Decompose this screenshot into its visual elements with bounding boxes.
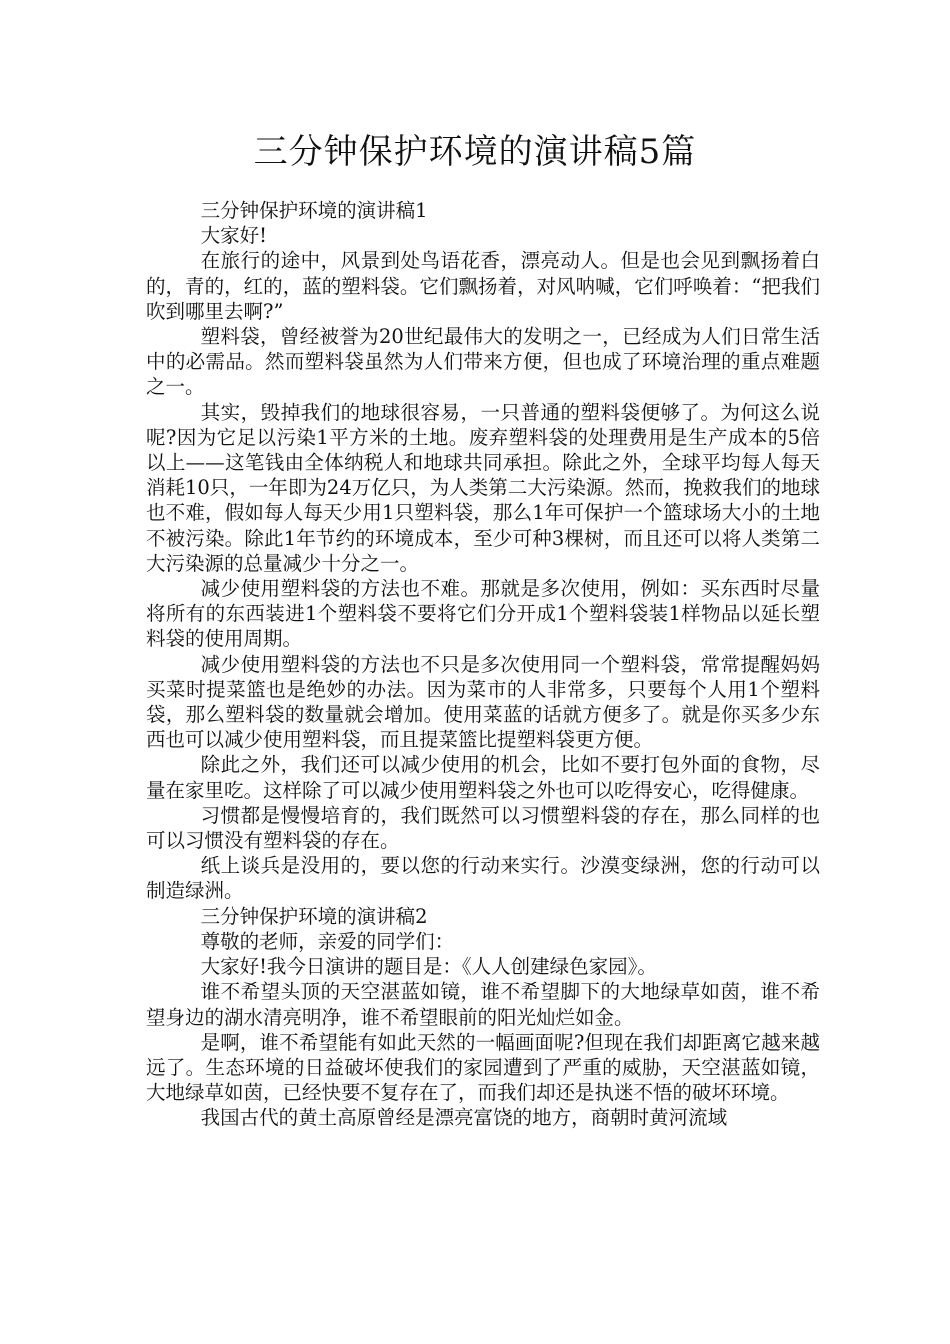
- document-title: 三分钟保护环境的演讲稿5篇: [253, 132, 697, 172]
- body-paragraph: 谁不希望头顶的天空湛蓝如镜，谁不希望脚下的大地绿草如茵，谁不希望身边的湖水清亮明净，谁不希望眼前的阳光灿烂如金。: [146, 980, 820, 1029]
- body-paragraph: 大家好!我今日演讲的题目是：《人人创建绿色家园》。: [200, 955, 657, 979]
- section-heading-1: 三分钟保护环境的演讲稿1: [200, 199, 428, 222]
- body-paragraph: 减少使用塑料袋的方法也不难。那就是多次使用，例如：买东西时尽量将所有的东西装进1个塑料袋不要将它们分开成1个塑料袋装1样物品以延长塑料袋的使用周期。: [146, 577, 820, 651]
- body-paragraph: 在旅行的途中，风景到处鸟语花香，漂亮动人。但是也会见到飘扬着白的，青的，红的，蓝的塑料袋。它们飘扬着，对风呐喊，它们呼唤着：“把我们吹到哪里去啊?”: [146, 249, 820, 323]
- body-paragraph: 减少使用塑料袋的方法也不只是多次使用同一个塑料袋，常常提醒妈妈买菜时提菜篮也是绝妙的办法。因为菜市的人非常多，只要每个人用1个塑料袋，那么塑料袋的数量就会增加。使用菜蓝的话就方便多了。就是你买多少东西也可以减少使用塑料袋，而且提菜篮比提塑料袋更方便。: [146, 652, 820, 752]
- greeting-paragraph: 大家好!: [200, 224, 267, 248]
- salutation-paragraph: 尊敬的老师，亲爱的同学们：: [200, 929, 455, 953]
- body-paragraph: 习惯都是慢慢培育的，我们既然可以习惯塑料袋的存在，那么同样的也可以习惯没有塑料袋的存在。: [146, 803, 820, 853]
- body-paragraph: 是啊，谁不希望能有如此天然的一幅画面呢?但现在我们却距离它越来越远了。生态环境的日益破坏使我们的家园遭到了严重的威胁，天空湛蓝如镜，大地绿草如茵，已经快要不复存在了，而我们却还是执迷不悟的破坏环境。: [146, 1030, 820, 1105]
- body-paragraph: 除此之外，我们还可以减少使用的机会，比如不要打包外面的食物，尽量在家里吃。这样除了可以减少使用塑料袋之外也可以吃得安心，吃得健康。: [146, 753, 820, 802]
- document-body: [146, 198, 820, 1131]
- section-heading-2: 三分钟保护环境的演讲稿2: [200, 904, 428, 928]
- body-paragraph: 纸上谈兵是没用的，要以您的行动来实行。沙漠变绿洲，您的行动可以制造绿洲。: [146, 854, 820, 903]
- body-paragraph: 塑料袋，曾经被誉为20世纪最伟大的发明之一，已经成为人们日常生活中的必需品。然而塑料袋虽然为人们带来方便，但也成了环境治理的重点难题之一。: [146, 325, 820, 399]
- body-paragraph: 我国古代的黄土高原曾经是漂亮富饶的地方，商朝时黄河流域: [200, 1106, 728, 1130]
- body-paragraph: 其实，毁掉我们的地球很容易，一只普通的塑料袋便够了。为何这么说呢?因为它足以污染1平方米的土地。废弃塑料袋的处理费用是生产成本的5倍以上——这笔钱由全体纳税人和地球共同承担。除此之外，全球平均每人每天消耗10只，一年即为24万亿只，为人类第二大污染源。然而，挽救我们的地球也不难，假如每人每天少用1只塑料袋，那么1年可保护一个篮球场大小的土地不被污染。除此1年节约的环境成本，至少可种3棵树，而且还可以将人类第二大污染源的总量减少十分之一。: [146, 400, 820, 575]
